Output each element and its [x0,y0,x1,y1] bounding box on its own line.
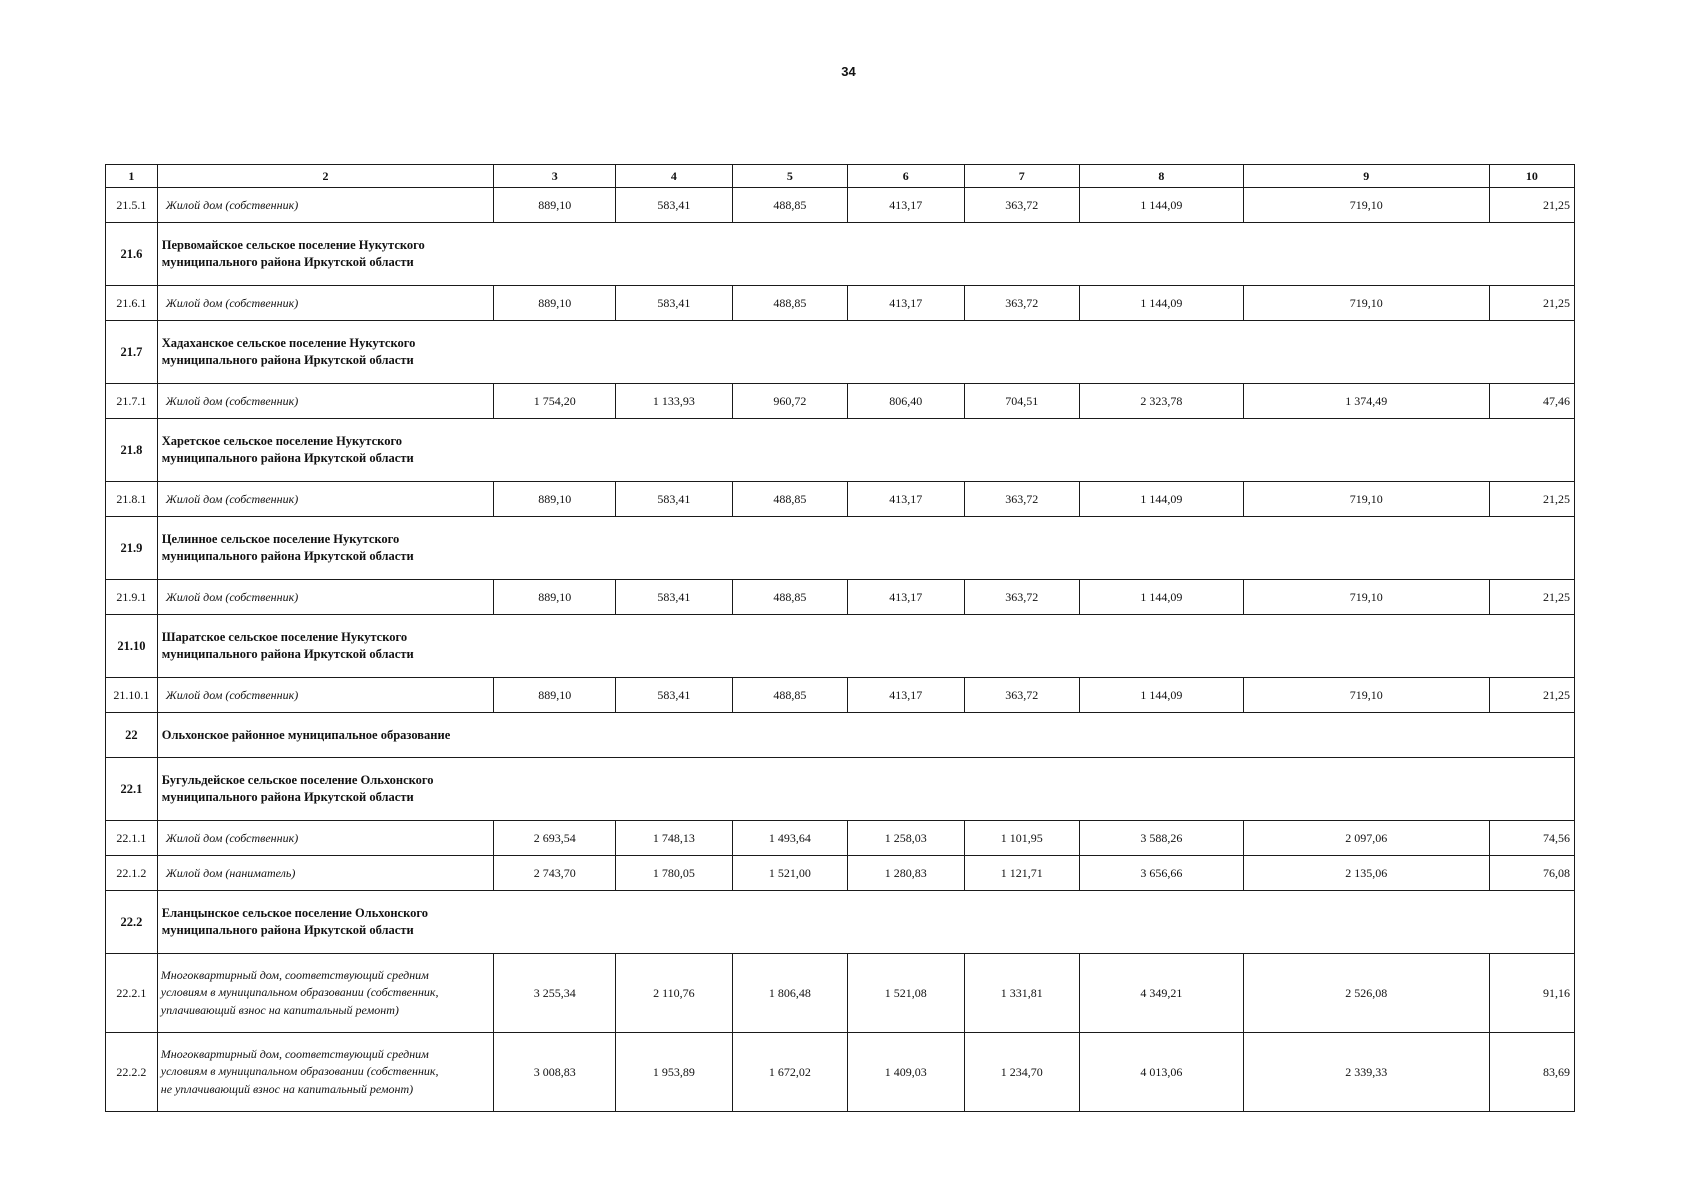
value-cell-col-4: 583,41 [616,580,732,615]
row-name [157,954,494,1033]
value-cell-col-6: 413,17 [848,678,964,713]
value-cell-col-9: 2 526,08 [1243,954,1489,1033]
data-row [106,821,1575,856]
row-code: 22.1.2 [106,856,158,891]
row-code: 22.1.1 [106,821,158,856]
value-cell-col-8: 1 144,09 [1079,286,1243,321]
value-cell-col-6: 413,17 [848,188,964,223]
value-cell-col-10: 74,56 [1489,821,1574,856]
value-cell-col-9: 719,10 [1243,188,1489,223]
group-row [106,223,1575,286]
value-cell-col-7: 1 331,81 [964,954,1079,1033]
value-cell-col-5: 488,85 [732,188,847,223]
value-cell-col-10: 83,69 [1489,1033,1574,1112]
value-cell-col-9: 1 374,49 [1243,384,1489,419]
value-cell-col-8: 1 144,09 [1079,580,1243,615]
value-cell-col-10: 21,25 [1489,678,1574,713]
group-name [157,615,1574,678]
value-cell-col-7: 1 101,95 [964,821,1079,856]
value-cell-col-3: 889,10 [494,580,616,615]
row-name: Жилой дом (наниматель) [157,856,494,891]
column-header-5: 5 [732,165,847,188]
group-row [106,321,1575,384]
value-cell-col-9: 2 135,06 [1243,856,1489,891]
value-cell-col-8: 1 144,09 [1079,188,1243,223]
value-cell-col-4: 583,41 [616,286,732,321]
value-cell-col-3: 889,10 [494,286,616,321]
group-name [157,713,1574,758]
value-cell-col-7: 363,72 [964,286,1079,321]
group-name-line: муниципального района Иркутской области [161,923,414,937]
group-row [106,419,1575,482]
group-name [157,891,1574,954]
value-cell-col-8: 4 349,21 [1079,954,1243,1033]
column-header-4: 4 [616,165,732,188]
value-cell-col-6: 806,40 [848,384,964,419]
row-code: 22.1 [106,758,158,821]
value-cell-col-6: 1 258,03 [848,821,964,856]
value-cell-col-9: 2 339,33 [1243,1033,1489,1112]
data-row [106,188,1575,223]
value-cell-col-6: 413,17 [848,580,964,615]
value-cell-col-9: 719,10 [1243,580,1489,615]
value-cell-col-6: 413,17 [848,482,964,517]
data-row [106,482,1575,517]
group-name-line: муниципального района Иркутской области [161,790,414,804]
value-cell-col-3: 3 008,83 [494,1033,616,1112]
column-header-3: 3 [494,165,616,188]
row-name [157,1033,494,1112]
data-row [106,384,1575,419]
column-header-7: 7 [964,165,1079,188]
group-name-line: Хадаханское сельское поселение Нукутского [161,336,416,351]
row-name: Жилой дом (собственник) [157,384,494,419]
data-row [106,580,1575,615]
value-cell-col-7: 363,72 [964,580,1079,615]
value-cell-col-5: 488,85 [732,482,847,517]
row-code: 21.7 [106,321,158,384]
row-code: 21.6.1 [106,286,158,321]
row-name: Жилой дом (собственник) [157,286,494,321]
group-row [106,615,1575,678]
value-cell-col-8: 3 588,26 [1079,821,1243,856]
group-name [157,223,1574,286]
column-header-9: 9 [1243,165,1489,188]
value-cell-col-6: 413,17 [848,286,964,321]
group-name-line: муниципального района Иркутской области [161,255,414,269]
group-row [106,891,1575,954]
value-cell-col-3: 889,10 [494,678,616,713]
value-cell-col-8: 1 144,09 [1079,482,1243,517]
value-cell-col-4: 583,41 [616,188,732,223]
value-cell-col-10: 91,16 [1489,954,1574,1033]
row-code: 22.2.2 [106,1033,158,1112]
table-header-row [106,165,1575,188]
row-code: 21.7.1 [106,384,158,419]
column-header-1: 1 [106,165,158,188]
row-code: 21.9 [106,517,158,580]
row-name-line: не уплачивающий взнос на капитальный ремонт) [160,1081,414,1096]
value-cell-col-9: 2 097,06 [1243,821,1489,856]
group-name-line: муниципального района Иркутской области [161,647,414,661]
value-cell-col-7: 363,72 [964,188,1079,223]
data-row [106,678,1575,713]
data-row [106,856,1575,891]
table-body [106,165,1575,1112]
row-name-line: Многоквартирный дом, соответствующий средним [160,967,429,982]
row-name: Жилой дом (собственник) [157,580,494,615]
value-cell-col-3: 2 743,70 [494,856,616,891]
value-cell-col-3: 889,10 [494,482,616,517]
row-code: 22.2.1 [106,954,158,1033]
value-cell-col-5: 1 493,64 [732,821,847,856]
value-cell-col-5: 960,72 [732,384,847,419]
group-name-line: Ольхонское районное муниципальное образование [161,727,451,742]
value-cell-col-4: 583,41 [616,482,732,517]
value-cell-col-5: 1 521,00 [732,856,847,891]
value-cell-col-5: 1 806,48 [732,954,847,1033]
group-name [157,517,1574,580]
column-header-2: 2 [157,165,494,188]
row-name-line: Многоквартирный дом, соответствующий средним [160,1046,429,1061]
row-name-line: уплачивающий взнос на капитальный ремонт) [160,1002,399,1017]
row-code: 21.10 [106,615,158,678]
value-cell-col-7: 1 121,71 [964,856,1079,891]
row-code: 21.6 [106,223,158,286]
tariff-table [105,164,1575,1112]
value-cell-col-6: 1 521,08 [848,954,964,1033]
value-cell-col-4: 1 748,13 [616,821,732,856]
value-cell-col-8: 2 323,78 [1079,384,1243,419]
value-cell-col-5: 1 672,02 [732,1033,847,1112]
group-name-line: Целинное сельское поселение Нукутского [161,532,400,547]
value-cell-col-9: 719,10 [1243,482,1489,517]
group-row [106,517,1575,580]
group-name-line: Шаратское сельское поселение Нукутского [161,630,408,645]
row-name: Жилой дом (собственник) [157,482,494,517]
value-cell-col-8: 1 144,09 [1079,678,1243,713]
value-cell-col-10: 21,25 [1489,580,1574,615]
value-cell-col-8: 3 656,66 [1079,856,1243,891]
column-header-10: 10 [1489,165,1574,188]
row-code: 21.8.1 [106,482,158,517]
data-row [106,954,1575,1033]
column-header-8: 8 [1079,165,1243,188]
value-cell-col-10: 21,25 [1489,482,1574,517]
group-name [157,419,1574,482]
row-code: 21.9.1 [106,580,158,615]
value-cell-col-3: 2 693,54 [494,821,616,856]
value-cell-col-8: 4 013,06 [1079,1033,1243,1112]
value-cell-col-7: 1 234,70 [964,1033,1079,1112]
value-cell-col-10: 47,46 [1489,384,1574,419]
row-code: 21.8 [106,419,158,482]
row-name-line: условиям в муниципальном образовании (собственник, [160,985,439,1000]
value-cell-col-6: 1 280,83 [848,856,964,891]
group-name-line: Бугульдейское сельское поселение Ольхонского [161,773,434,788]
data-row [106,1033,1575,1112]
value-cell-col-7: 704,51 [964,384,1079,419]
group-row [106,758,1575,821]
value-cell-col-5: 488,85 [732,580,847,615]
data-row [106,286,1575,321]
group-name [157,758,1574,821]
value-cell-col-9: 719,10 [1243,286,1489,321]
column-header-6: 6 [848,165,964,188]
group-name-line: Харетское сельское поселение Нукутского [161,434,403,449]
value-cell-col-10: 21,25 [1489,286,1574,321]
value-cell-col-4: 1 133,93 [616,384,732,419]
value-cell-col-4: 583,41 [616,678,732,713]
row-code: 22.2 [106,891,158,954]
group-name-line: муниципального района Иркутской области [161,549,414,563]
row-code: 21.5.1 [106,188,158,223]
group-name-line: муниципального района Иркутской области [161,451,414,465]
value-cell-col-7: 363,72 [964,482,1079,517]
row-name: Жилой дом (собственник) [157,678,494,713]
value-cell-col-4: 1 780,05 [616,856,732,891]
group-row [106,713,1575,758]
group-name-line: Еланцынское сельское поселение Ольхонского [161,906,428,921]
value-cell-col-10: 21,25 [1489,188,1574,223]
value-cell-col-3: 889,10 [494,188,616,223]
value-cell-col-10: 76,08 [1489,856,1574,891]
value-cell-col-6: 1 409,03 [848,1033,964,1112]
value-cell-col-7: 363,72 [964,678,1079,713]
value-cell-col-3: 3 255,34 [494,954,616,1033]
group-name-line: муниципального района Иркутской области [161,353,414,367]
row-name-line: условиям в муниципальном образовании (собственник, [160,1064,439,1079]
row-code: 22 [106,713,158,758]
value-cell-col-3: 1 754,20 [494,384,616,419]
value-cell-col-9: 719,10 [1243,678,1489,713]
value-cell-col-5: 488,85 [732,678,847,713]
group-name-line: Первомайское сельское поселение Нукутского [161,238,425,253]
value-cell-col-5: 488,85 [732,286,847,321]
value-cell-col-4: 2 110,76 [616,954,732,1033]
row-code: 21.10.1 [106,678,158,713]
group-name [157,321,1574,384]
row-name: Жилой дом (собственник) [157,821,494,856]
row-name: Жилой дом (собственник) [157,188,494,223]
page-number: 34 [841,64,856,79]
value-cell-col-4: 1 953,89 [616,1033,732,1112]
